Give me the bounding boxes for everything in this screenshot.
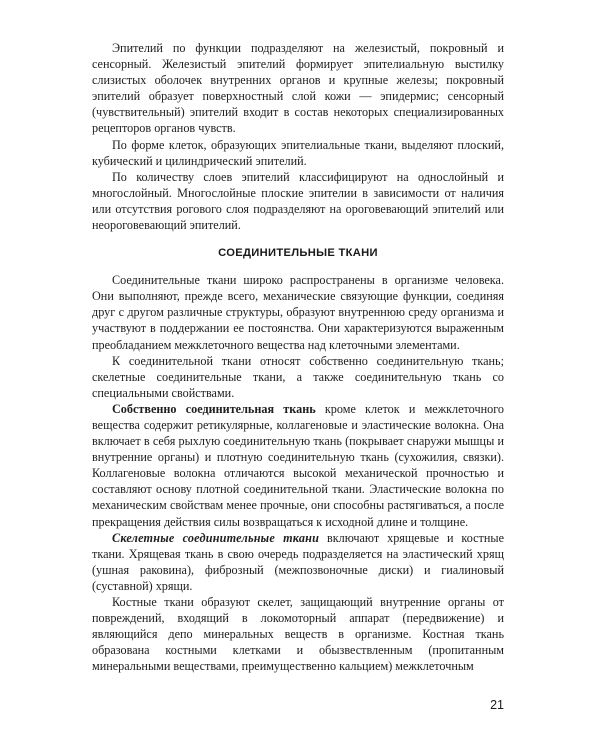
paragraph-epithelium-layers: По количеству слоев эпителий классифицируют на однослойный и многослойный. Многослойные плоские эпителии в зависимости от наличия или отсутствия рогового слоя подразделяют на ороговевающий эпителий или неороговевающий эпителий.: [92, 169, 504, 233]
paragraph-skeletal-tissue: [92, 530, 504, 594]
paragraph-proper-tissue: [92, 401, 504, 530]
text-skeletal-tissue: включают хрящевые и костные ткани. Хрящевая ткань в свою очередь подразделяется на эластический хрящ (ушная раковина), фиброзный (межпозвоночные диски) и гиалиновый (суставной) хрящи.: [92, 530, 504, 593]
term-skeletal-tissue: Скелетные соединительные ткани: [112, 530, 320, 545]
section-heading: СОЕДИНИТЕЛЬНЫЕ ТКАНИ: [218, 247, 378, 260]
paragraph-epithelium-shape: По форме клеток, образующих эпителиальные ткани, выделяют плоский, кубический и цилиндрический эпителий.: [92, 137, 504, 168]
term-proper-tissue: Собственно соединительная ткань: [112, 401, 316, 416]
paragraph-connective-intro: Соединительные ткани широко распространены в организме человека. Они выполняют, прежде всего, механические связующие функции, соединяя друг с другом различные структуры, образуют внутреннюю среду организма и участвуют в поддержании ее постоянства. Они характеризуются выраженным преобладанием межклеточного вещества над клеточными элементами.: [92, 273, 504, 352]
text-proper-tissue: кроме клеток и межклеточного вещества содержит ретикулярные, коллагеновые и эластические волокна. Она включает в себя рыхлую соединительную ткань (покрывает снаружи мышцы и внутренние органы) и плотную соединительную ткань (сухожилия, связки). Коллагеновые волокна отличаются высокой механической прочностью и составляют основу плотной соединительной ткани. Эластические волокна по механическим свойствам менее прочные, они способны растягиваться, а после прекращения действия силы возвращаться к исходной длине и толщине.: [92, 401, 504, 529]
page-number: 21: [490, 698, 504, 712]
page-body: [92, 40, 504, 674]
paragraph-bone-tissue: Костные ткани образуют скелет, защищающий внутренние органы от повреждений, входящий в локомоторный аппарат (передвижение) и являющийся депо минеральных веществ в организме. Костная ткань образована костными клетками и обызвествленным (пропитанным минеральными веществами, преимущественно кальцием) межклеточным: [92, 595, 504, 674]
paragraph-epithelium-function: Эпителий по функции подразделяют на железистый, покровный и сенсорный. Железистый эпителий формирует эпителиальную выстилку слизистых оболочек внутренних органов и крупные железы; покровный эпителий образует поверхностный слой кожи — эпидермис; сенсорный (чувствительный) эпителий входит в состав некоторых специализированных рецепторов органов чувств.: [92, 41, 504, 136]
paragraph-connective-types: К соединительной ткани относят собственно соединительную ткань; скелетные соединительные ткани, а также соединительную ткань со специальными свойствами.: [92, 353, 504, 400]
